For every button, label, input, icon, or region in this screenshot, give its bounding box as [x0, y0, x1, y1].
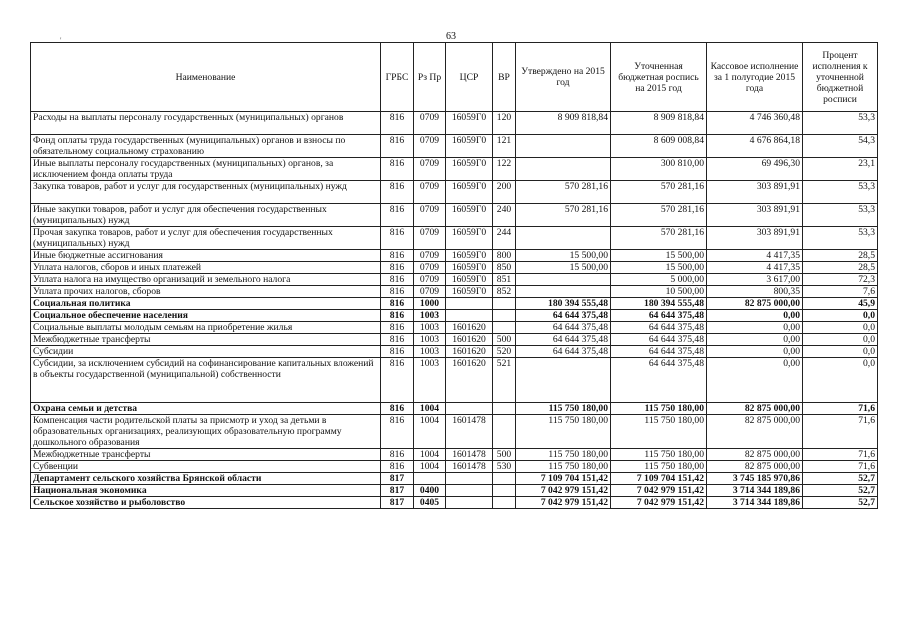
cell-percent: 53,3: [803, 112, 878, 135]
cell-percent: 52,7: [803, 497, 878, 509]
cell-name: Фонд оплаты труда государственных (муниципальных) органов и взносы по обязательному социальному страхованию: [31, 135, 381, 158]
cell-name: Межбюджетные трансферты: [31, 449, 381, 461]
cell-cash: 303 891,91: [707, 181, 803, 204]
cell-rzpr: 1003: [414, 322, 446, 334]
cell-name: Национальная экономика: [31, 485, 381, 497]
cell-refined: 10 500,00: [611, 286, 707, 298]
cell-name: Уплата налога на имущество организаций и земельного налога: [31, 274, 381, 286]
cell-grbs: 816: [381, 298, 414, 310]
cell-cash: 3 745 185 970,86: [707, 473, 803, 485]
table-row: [31, 358, 878, 403]
cell-csr: 1601620: [446, 334, 493, 346]
cell-csr: 16059Г0: [446, 135, 493, 158]
cell-vr: 121: [493, 135, 516, 158]
cell-percent: 23,1: [803, 158, 878, 181]
table-row: [31, 403, 878, 415]
cell-approved: 7 109 704 151,42: [516, 473, 611, 485]
cell-name: Субвенции: [31, 461, 381, 473]
cell-cash: 69 496,30: [707, 158, 803, 181]
cell-cash: 0,00: [707, 322, 803, 334]
cell-vr: [493, 473, 516, 485]
cell-csr: [446, 485, 493, 497]
table-row: [31, 497, 878, 509]
cell-refined: 8 909 818,84: [611, 112, 707, 135]
cell-cash: 3 617,00: [707, 274, 803, 286]
cell-percent: 28,5: [803, 250, 878, 262]
cell-csr: [446, 497, 493, 509]
cell-percent: 0,0: [803, 358, 878, 403]
cell-grbs: 816: [381, 158, 414, 181]
cell-rzpr: 0709: [414, 204, 446, 227]
cell-grbs: 816: [381, 449, 414, 461]
cell-refined: 7 109 704 151,42: [611, 473, 707, 485]
cell-refined: 64 644 375,48: [611, 358, 707, 403]
header-percent: Процент исполнения к уточненной бюджетной росписи: [803, 43, 878, 112]
cell-refined: 64 644 375,48: [611, 334, 707, 346]
cell-vr: [493, 415, 516, 449]
cell-vr: 851: [493, 274, 516, 286]
cell-grbs: 817: [381, 497, 414, 509]
cell-name: Иные бюджетные ассигнования: [31, 250, 381, 262]
cell-grbs: 816: [381, 250, 414, 262]
cell-csr: 1601620: [446, 346, 493, 358]
cell-csr: 16059Г0: [446, 227, 493, 250]
cell-grbs: 816: [381, 415, 414, 449]
table-row: [31, 334, 878, 346]
table-row: [31, 461, 878, 473]
cell-refined: 570 281,16: [611, 181, 707, 204]
cell-rzpr: 0709: [414, 227, 446, 250]
cell-name: Социальные выплаты молодым семьям на приобретение жилья: [31, 322, 381, 334]
cell-vr: 120: [493, 112, 516, 135]
cell-name: Межбюджетные трансферты: [31, 334, 381, 346]
cell-percent: 52,7: [803, 485, 878, 497]
cell-csr: [446, 310, 493, 322]
cell-vr: [493, 310, 516, 322]
cell-rzpr: 1003: [414, 346, 446, 358]
cell-cash: 82 875 000,00: [707, 415, 803, 449]
cell-grbs: 816: [381, 262, 414, 274]
cell-rzpr: 1003: [414, 334, 446, 346]
cell-percent: 45,9: [803, 298, 878, 310]
table-row: [31, 181, 878, 204]
cell-cash: 0,00: [707, 346, 803, 358]
cell-vr: 244: [493, 227, 516, 250]
budget-execution-table: [30, 42, 878, 509]
cell-rzpr: 1004: [414, 403, 446, 415]
table-row: [31, 158, 878, 181]
cell-rzpr: 0709: [414, 286, 446, 298]
cell-csr: 16059Г0: [446, 158, 493, 181]
table-row: [31, 485, 878, 497]
cell-csr: 16059Г0: [446, 274, 493, 286]
cell-vr: 520: [493, 346, 516, 358]
cell-approved: 64 644 375,48: [516, 322, 611, 334]
scan-mark: ': [60, 36, 62, 45]
cell-rzpr: 1004: [414, 461, 446, 473]
cell-grbs: 816: [381, 322, 414, 334]
cell-refined: 570 281,16: [611, 227, 707, 250]
cell-vr: [493, 497, 516, 509]
cell-name: Субсидии: [31, 346, 381, 358]
cell-cash: 303 891,91: [707, 227, 803, 250]
table-row: [31, 415, 878, 449]
page-number: 63: [446, 31, 456, 42]
cell-grbs: 816: [381, 334, 414, 346]
cell-percent: 52,7: [803, 473, 878, 485]
cell-percent: 28,5: [803, 262, 878, 274]
cell-approved: 15 500,00: [516, 250, 611, 262]
cell-percent: 0,0: [803, 310, 878, 322]
cell-name: Уплата налогов, сборов и иных платежей: [31, 262, 381, 274]
cell-rzpr: 0709: [414, 181, 446, 204]
cell-csr: 16059Г0: [446, 262, 493, 274]
header-refined: Уточненная бюджетная роспись на 2015 год: [611, 43, 707, 112]
header-vr: ВР: [493, 43, 516, 112]
cell-approved: 115 750 180,00: [516, 415, 611, 449]
cell-rzpr: 1004: [414, 415, 446, 449]
cell-vr: [493, 485, 516, 497]
cell-rzpr: 0709: [414, 262, 446, 274]
cell-approved: [516, 286, 611, 298]
cell-refined: 115 750 180,00: [611, 415, 707, 449]
cell-cash: 4 676 864,18: [707, 135, 803, 158]
cell-refined: 64 644 375,48: [611, 310, 707, 322]
cell-vr: 521: [493, 358, 516, 403]
cell-name: Иные закупки товаров, работ и услуг для обеспечения государственных (муниципальных) нужд: [31, 204, 381, 227]
table-row: [31, 346, 878, 358]
cell-refined: 115 750 180,00: [611, 449, 707, 461]
cell-name: Охрана семьи и детства: [31, 403, 381, 415]
table-row: [31, 298, 878, 310]
cell-approved: 180 394 555,48: [516, 298, 611, 310]
cell-approved: 115 750 180,00: [516, 403, 611, 415]
table-row: [31, 286, 878, 298]
cell-rzpr: 0709: [414, 135, 446, 158]
cell-rzpr: 1004: [414, 449, 446, 461]
cell-grbs: 816: [381, 112, 414, 135]
cell-cash: 0,00: [707, 310, 803, 322]
cell-approved: 64 644 375,48: [516, 346, 611, 358]
cell-percent: 0,0: [803, 322, 878, 334]
cell-approved: 570 281,16: [516, 181, 611, 204]
cell-refined: 115 750 180,00: [611, 461, 707, 473]
cell-cash: 4 417,35: [707, 250, 803, 262]
header-cash: Кассовое исполнение за 1 полугодие 2015 года: [707, 43, 803, 112]
cell-refined: 7 042 979 151,42: [611, 497, 707, 509]
cell-csr: [446, 403, 493, 415]
cell-rzpr: 1003: [414, 358, 446, 403]
cell-cash: 0,00: [707, 358, 803, 403]
cell-approved: [516, 358, 611, 403]
cell-rzpr: 0709: [414, 112, 446, 135]
cell-vr: [493, 298, 516, 310]
cell-percent: 71,6: [803, 403, 878, 415]
cell-rzpr: 0709: [414, 274, 446, 286]
cell-refined: 570 281,16: [611, 204, 707, 227]
table-row: [31, 322, 878, 334]
header-csr: ЦСР: [446, 43, 493, 112]
cell-cash: 3 714 344 189,86: [707, 485, 803, 497]
header-name: Наименование: [31, 43, 381, 112]
cell-vr: 850: [493, 262, 516, 274]
cell-grbs: 816: [381, 403, 414, 415]
cell-name: Сельское хозяйство и рыболовство: [31, 497, 381, 509]
cell-name: Прочая закупка товаров, работ и услуг для обеспечения государственных (муниципальных) нужд: [31, 227, 381, 250]
cell-approved: 115 750 180,00: [516, 449, 611, 461]
cell-cash: 0,00: [707, 334, 803, 346]
cell-cash: 82 875 000,00: [707, 298, 803, 310]
cell-cash: 82 875 000,00: [707, 461, 803, 473]
cell-rzpr: 1003: [414, 310, 446, 322]
cell-refined: 300 810,00: [611, 158, 707, 181]
cell-vr: 500: [493, 449, 516, 461]
cell-vr: 852: [493, 286, 516, 298]
cell-name: Уплата прочих налогов, сборов: [31, 286, 381, 298]
cell-approved: 7 042 979 151,42: [516, 485, 611, 497]
cell-grbs: 817: [381, 485, 414, 497]
table-row: [31, 250, 878, 262]
cell-approved: [516, 227, 611, 250]
cell-cash: 82 875 000,00: [707, 449, 803, 461]
cell-percent: 71,6: [803, 415, 878, 449]
cell-rzpr: 0709: [414, 158, 446, 181]
cell-cash: 800,35: [707, 286, 803, 298]
cell-approved: [516, 158, 611, 181]
cell-vr: 200: [493, 181, 516, 204]
table-row: [31, 112, 878, 135]
cell-csr: [446, 298, 493, 310]
cell-csr: 1601478: [446, 461, 493, 473]
cell-percent: 54,3: [803, 135, 878, 158]
cell-grbs: 816: [381, 358, 414, 403]
cell-grbs: 816: [381, 346, 414, 358]
cell-vr: 530: [493, 461, 516, 473]
cell-cash: 4 746 360,48: [707, 112, 803, 135]
header-grbs: ГРБС: [381, 43, 414, 112]
header-rzpr: Рз Пр: [414, 43, 446, 112]
cell-percent: 53,3: [803, 204, 878, 227]
cell-csr: 1601478: [446, 415, 493, 449]
cell-csr: 16059Г0: [446, 112, 493, 135]
cell-grbs: 816: [381, 181, 414, 204]
cell-cash: 303 891,91: [707, 204, 803, 227]
cell-percent: 71,6: [803, 449, 878, 461]
cell-grbs: 816: [381, 286, 414, 298]
table-row: [31, 473, 878, 485]
cell-vr: 122: [493, 158, 516, 181]
cell-percent: 53,3: [803, 181, 878, 204]
cell-refined: 115 750 180,00: [611, 403, 707, 415]
cell-percent: 71,6: [803, 461, 878, 473]
cell-approved: 8 909 818,84: [516, 112, 611, 135]
cell-csr: 1601478: [446, 449, 493, 461]
cell-approved: 7 042 979 151,42: [516, 497, 611, 509]
cell-vr: 240: [493, 204, 516, 227]
cell-approved: 64 644 375,48: [516, 310, 611, 322]
cell-name: Закупка товаров, работ и услуг для государственных (муниципальных) нужд: [31, 181, 381, 204]
cell-approved: 64 644 375,48: [516, 334, 611, 346]
cell-vr: [493, 403, 516, 415]
cell-refined: 64 644 375,48: [611, 322, 707, 334]
cell-cash: 3 714 344 189,86: [707, 497, 803, 509]
cell-csr: 16059Г0: [446, 286, 493, 298]
cell-grbs: 816: [381, 135, 414, 158]
cell-name: Социальная политика: [31, 298, 381, 310]
cell-percent: 53,3: [803, 227, 878, 250]
cell-name: Социальное обеспечение населения: [31, 310, 381, 322]
cell-refined: 7 042 979 151,42: [611, 485, 707, 497]
cell-name: Субсидии, за исключением субсидий на софинансирование капитальных вложений в объекты государственной (муниципальной) собственности: [31, 358, 381, 403]
cell-refined: 180 394 555,48: [611, 298, 707, 310]
cell-vr: [493, 322, 516, 334]
cell-vr: 800: [493, 250, 516, 262]
cell-cash: 4 417,35: [707, 262, 803, 274]
cell-grbs: 816: [381, 274, 414, 286]
cell-grbs: 816: [381, 204, 414, 227]
table-header-row: [31, 43, 878, 112]
cell-refined: 5 000,00: [611, 274, 707, 286]
cell-percent: 7,6: [803, 286, 878, 298]
cell-cash: 82 875 000,00: [707, 403, 803, 415]
table-row: [31, 227, 878, 250]
cell-refined: 8 609 008,84: [611, 135, 707, 158]
cell-name: Департамент сельского хозяйства Брянской области: [31, 473, 381, 485]
table-row: [31, 262, 878, 274]
header-approved: Утверждено на 2015 год: [516, 43, 611, 112]
cell-percent: 0,0: [803, 346, 878, 358]
cell-refined: 15 500,00: [611, 250, 707, 262]
cell-vr: 500: [493, 334, 516, 346]
cell-name: Иные выплаты персоналу государственных (муниципальных) органов, за исключением фонда оплаты труда: [31, 158, 381, 181]
cell-grbs: 816: [381, 227, 414, 250]
cell-grbs: 816: [381, 461, 414, 473]
cell-csr: 1601620: [446, 358, 493, 403]
cell-name: Расходы на выплаты персоналу государственных (муниципальных) органов: [31, 112, 381, 135]
cell-csr: 16059Г0: [446, 250, 493, 262]
cell-approved: [516, 274, 611, 286]
cell-approved: 115 750 180,00: [516, 461, 611, 473]
table-row: [31, 449, 878, 461]
cell-grbs: 816: [381, 310, 414, 322]
cell-approved: 15 500,00: [516, 262, 611, 274]
cell-refined: 15 500,00: [611, 262, 707, 274]
cell-csr: 16059Г0: [446, 204, 493, 227]
cell-rzpr: [414, 473, 446, 485]
cell-percent: 72,3: [803, 274, 878, 286]
cell-approved: [516, 135, 611, 158]
cell-rzpr: 0709: [414, 250, 446, 262]
cell-percent: 0,0: [803, 334, 878, 346]
cell-csr: [446, 473, 493, 485]
table-row: [31, 274, 878, 286]
cell-grbs: 817: [381, 473, 414, 485]
cell-name: Компенсация части родительской платы за присмотр и уход за детьми в образовательных организациях, реализующих образовательную программу дошкольного образования: [31, 415, 381, 449]
cell-rzpr: 0400: [414, 485, 446, 497]
table-row: [31, 204, 878, 227]
cell-rzpr: 1000: [414, 298, 446, 310]
cell-refined: 64 644 375,48: [611, 346, 707, 358]
table-row: [31, 310, 878, 322]
cell-csr: 1601620: [446, 322, 493, 334]
cell-rzpr: 0405: [414, 497, 446, 509]
cell-csr: 16059Г0: [446, 181, 493, 204]
cell-approved: 570 281,16: [516, 204, 611, 227]
table-row: [31, 135, 878, 158]
